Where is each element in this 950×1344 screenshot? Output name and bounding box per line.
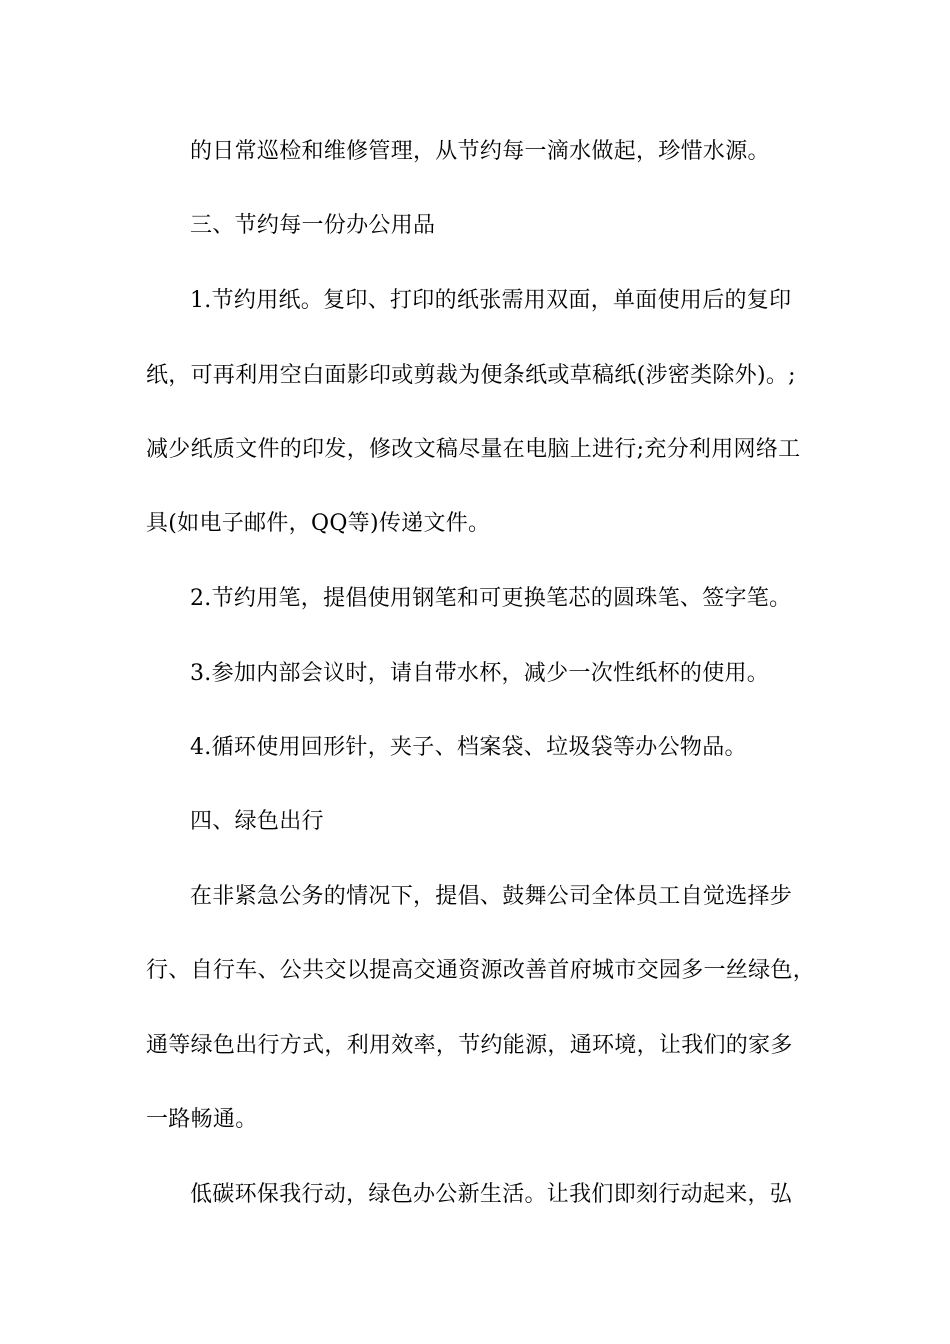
paragraph-line: 具(如电子邮件，QQ等)传递文件。 [146, 511, 491, 536]
section-heading: 三、节约每一份办公用品 [190, 213, 436, 238]
paragraph-line: 纸，可再利用空白面影印或剪裁为便条纸或草稿纸(涉密类除外)。; [146, 363, 796, 388]
paragraph-line: 在非紧急公务的情况下，提倡、鼓舞公司全体员工自觉选择步 [190, 884, 793, 909]
section-heading: 四、绿色出行 [190, 809, 324, 834]
paragraph-line: 行、自行车、公共交以提高交通资源改善首府城市交园多一丝绿色， [146, 958, 816, 983]
paragraph-line: 一路畅通。 [146, 1107, 258, 1132]
paragraph-line: 2.节约用笔，提倡使用钢笔和可更换笔芯的圆珠笔、签字笔。 [190, 586, 792, 611]
paragraph-line: 1.节约用纸。复印、打印的纸张需用双面，单面使用后的复印 [190, 288, 792, 313]
paragraph-line: 低碳环保我行动，绿色办公新生活。让我们即刻行动起来，弘 [190, 1182, 793, 1207]
paragraph-line: 减少纸质文件的印发，修改文稿尽量在电脑上进行;充分利用网络工 [146, 437, 801, 462]
paragraph-line: 4.循环使用回形针，夹子、档案袋、垃圾袋等办公物品。 [190, 735, 747, 760]
paragraph-line: 3.参加内部会议时，请自带水杯，减少一次性纸杯的使用。 [190, 661, 770, 686]
paragraph-line: 通等绿色出行方式，利用效率，节约能源，通环境，让我们的家多 [146, 1033, 793, 1058]
paragraph-line: 的日常巡检和维修管理，从节约每一滴水做起，珍惜水源。 [190, 139, 770, 164]
